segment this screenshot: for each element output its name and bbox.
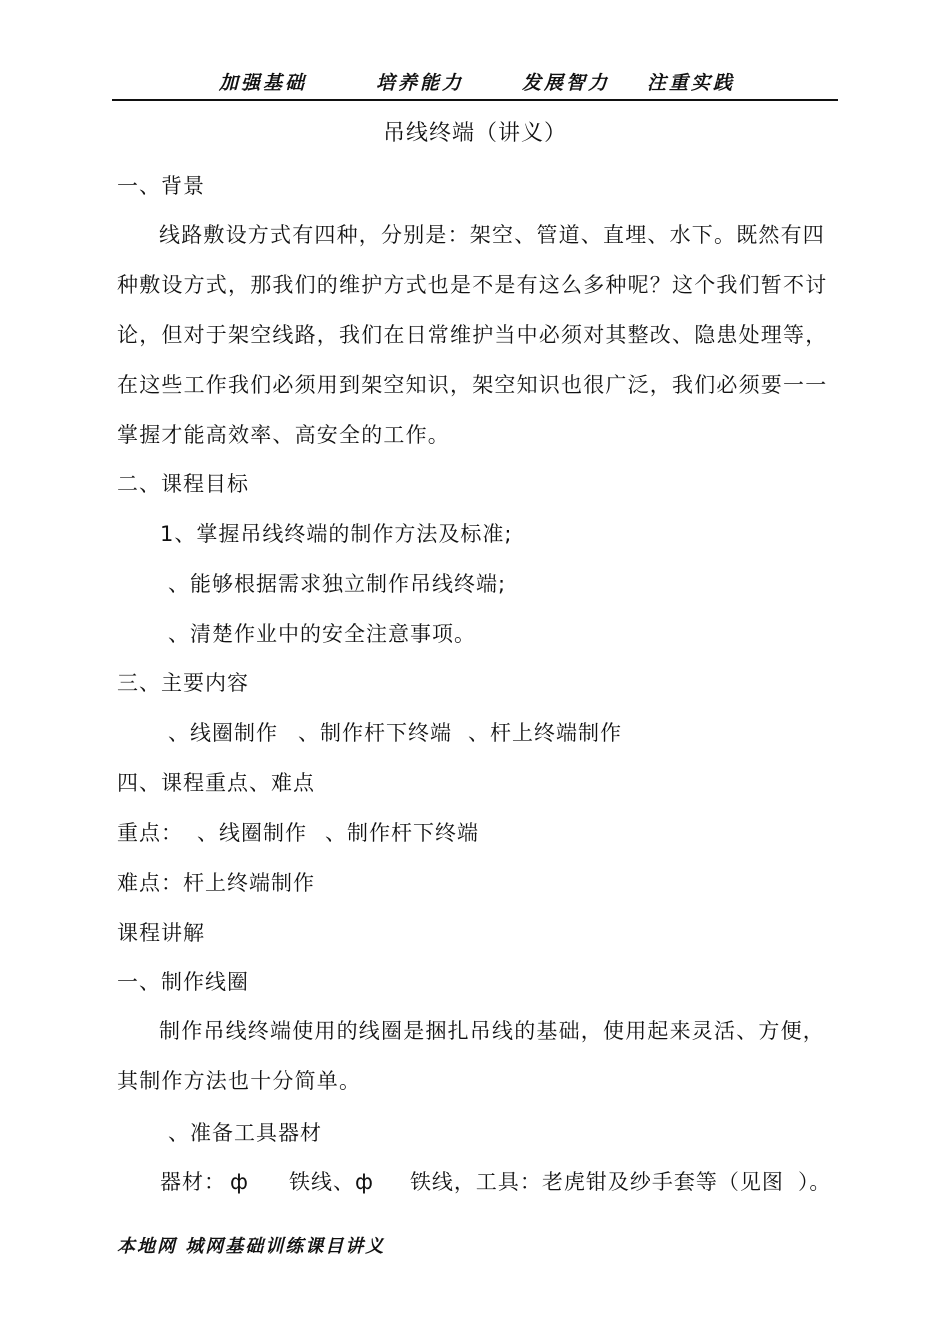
section-heading-key-points: 四、课程重点、难点: [117, 771, 315, 795]
header-motto-1: 加强基础: [219, 72, 308, 94]
difficulty-line: [117, 868, 315, 898]
header-motto-4: 注重实践: [647, 72, 736, 94]
goal-item-1: 1、掌握吊线终端的制作方法及标准;: [160, 522, 513, 546]
goal-item-2: 、能够根据需求独立制作吊线终端;: [168, 572, 507, 596]
difficulty-text: 杆上终端制作: [183, 871, 315, 895]
background-paragraph: [117, 210, 837, 460]
materials-item-1-symbol: ф: [230, 1170, 249, 1194]
key-points-label: 重点：: [117, 821, 183, 845]
background-paragraph-text: 线路敷设方式有四种，分别是：架空、管道、直埋、水下。既然有四种敷设方式，那我们的维护方式也是不是有这么多种呢？这个我们暂不讨论，但对于架空线路，我们在日常维护当中必须对其整改、隐患处理等，在这些工作我们必须用到架空知识，架空知识也很广泛，我们必须要一一掌握才能高效率、高安全的工作。: [117, 223, 828, 447]
materials-item-1-text: 铁线、ф: [288, 1170, 374, 1194]
key-point-2: 、制作杆下终端: [325, 821, 479, 845]
lecture-heading: 课程讲解: [117, 921, 205, 945]
content-item-1: 、线圈制作: [168, 721, 278, 745]
materials-closing: ）。: [797, 1170, 832, 1194]
content-item-2: 、制作杆下终端: [298, 721, 452, 745]
key-points-line: [117, 818, 479, 848]
header-motto-2: 培养能力: [376, 72, 465, 94]
section-heading-background: 一、背景: [117, 174, 205, 198]
page-footer: 本地网 城网基础训练课目讲义: [117, 1236, 386, 1257]
content-list: [168, 718, 622, 748]
header-motto-3: 发展智力: [522, 72, 611, 94]
header-divider: [112, 99, 838, 101]
goal-item-3: 、清楚作业中的安全注意事项。: [168, 622, 476, 646]
difficulty-label: 难点：: [117, 871, 183, 895]
lecture-paragraph: [117, 1006, 837, 1106]
content-item-3: 、杆上终端制作: [468, 721, 622, 745]
page-header: [0, 62, 950, 98]
section-heading-goals: 二、课程目标: [117, 472, 249, 496]
materials-item-2-text: 铁线，工具：老虎钳及纱手套等（见图: [409, 1170, 784, 1194]
lecture-sub-heading: 一、制作线圈: [117, 970, 249, 994]
section-heading-content: 三、主要内容: [117, 671, 249, 695]
document-title: 吊线终端（讲义）: [382, 121, 567, 146]
prep-heading: 、准备工具器材: [168, 1121, 322, 1145]
key-point-1: 、线圈制作: [197, 821, 307, 845]
materials-line: [160, 1167, 831, 1197]
lecture-paragraph-text: 制作吊线终端使用的线圈是捆扎吊线的基础，使用起来灵活、方便，其制作方法也十分简单。: [117, 1019, 825, 1093]
materials-label: 器材：: [160, 1170, 226, 1194]
